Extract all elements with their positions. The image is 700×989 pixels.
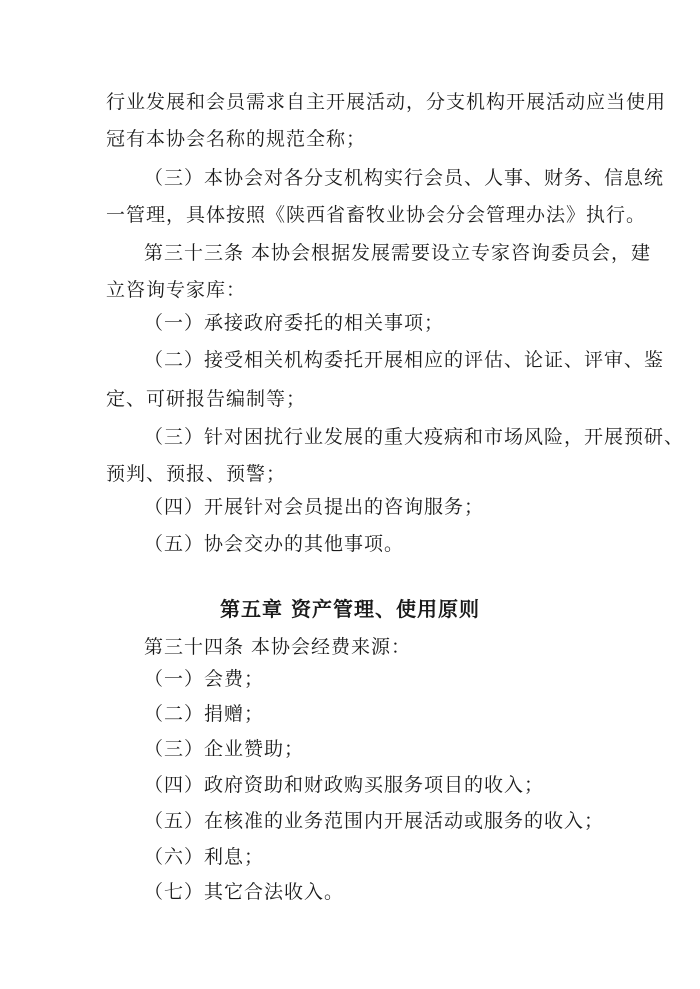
list-item: （三）针对困扰行业发展的重大疫病和市场风险，开展预研、 [144,426,685,448]
paragraph-line: 冠有本协会名称的规范全称； [106,128,367,150]
article-34-line: 第三十四条 本协会经费来源： [144,636,412,658]
paragraph-line: 行业发展和会员需求自主开展活动，分支机构开展活动应当使用 [106,91,667,113]
list-item: （一）承接政府委托的相关事项； [144,312,445,334]
list-item: （四）开展针对会员提出的咨询服务； [144,496,485,518]
list-item: （二）接受相关机构委托开展相应的评估、论证、评审、鉴 [144,349,665,371]
paragraph-line: 定、可研报告编制等； [106,388,307,410]
paragraph-line: 一管理，具体按照《陕西省畜牧业协会分会管理办法》执行。 [106,204,647,226]
list-item: （三）企业赞助； [144,738,305,760]
list-item: （四）政府资助和财政购买服务项目的收入； [144,774,545,796]
paragraph-line: 预判、预报、预警； [106,463,287,485]
list-item: （二）捐赠； [144,703,265,725]
list-item: （五）在核准的业务范围内开展活动或服务的收入； [144,810,605,832]
article-33-line: 第三十三条 本协会根据发展需要设立专家咨询委员会，建 [144,242,652,264]
chapter-heading: 第五章 资产管理、使用原则 [220,597,480,621]
list-item: （七）其它合法收入。 [144,881,345,903]
paragraph-line: 立咨询专家库： [106,279,247,301]
paragraph-line: （三）本协会对各分支机构实行会员、人事、财务、信息统 [144,167,665,189]
list-item: （五）协会交办的其他事项。 [144,533,405,555]
list-item: （一）会费； [144,668,265,690]
list-item: （六）利息； [144,846,265,868]
